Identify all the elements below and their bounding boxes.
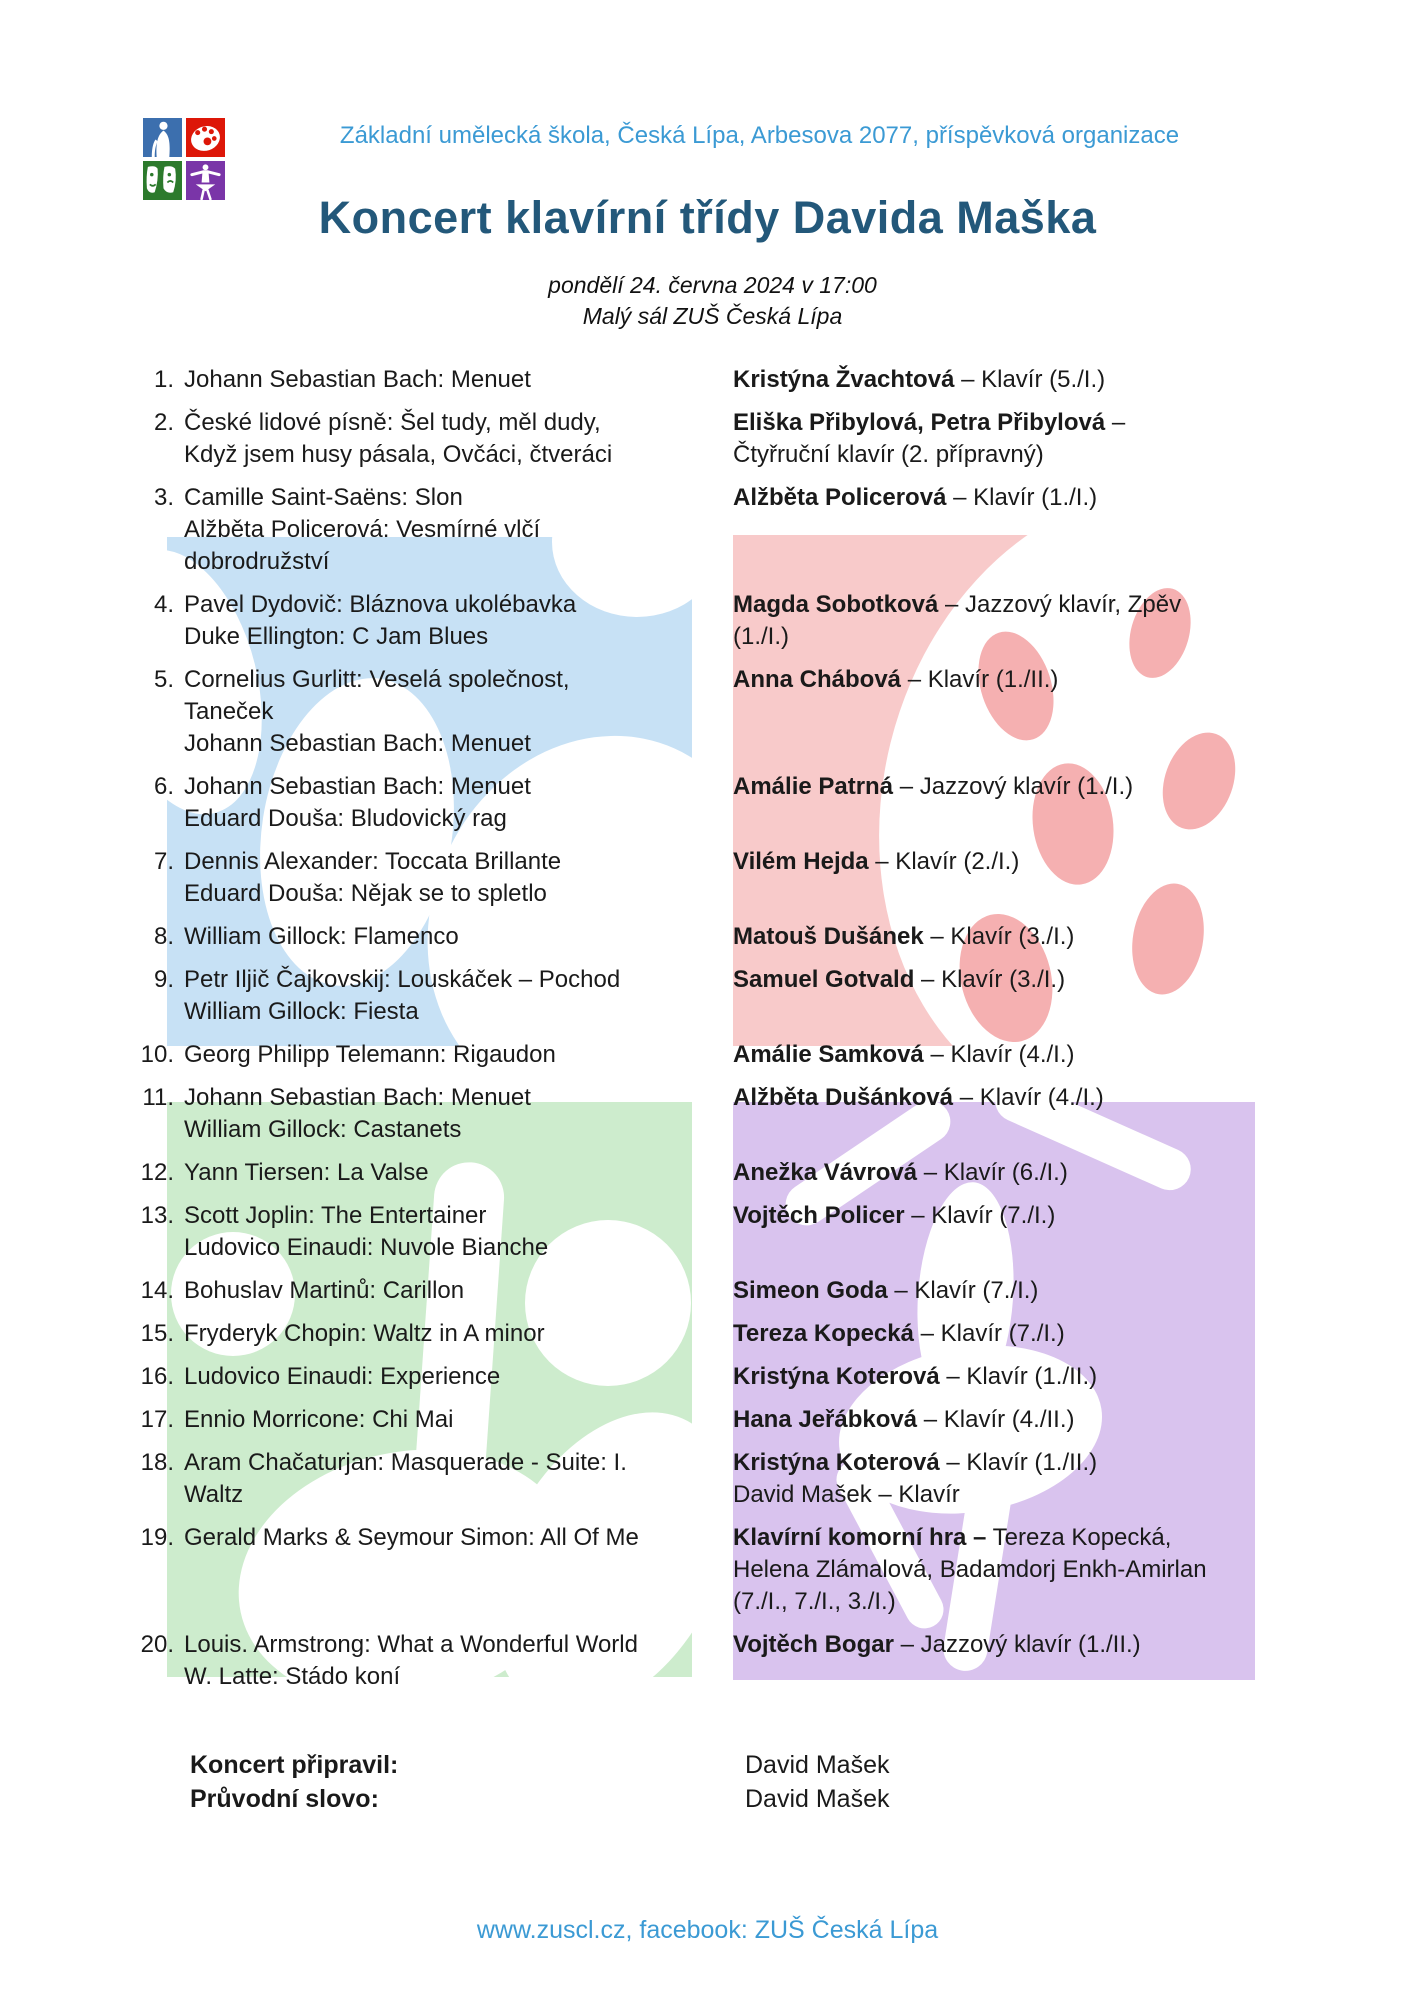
performer-detail: – Klavír (3./I.): [914, 966, 1066, 993]
performer-detail: – Klavír (4./II.): [917, 1406, 1075, 1433]
performer-detail: – Klavír (7./I.): [887, 1277, 1039, 1304]
piece-line: Fryderyk Chopin: Waltz in A minor: [184, 1320, 545, 1347]
program-item-performer: [733, 1082, 1225, 1114]
program-item-performer: [733, 1200, 1225, 1232]
performer-name: Anna Chábová: [733, 666, 902, 693]
program-item: [140, 664, 1270, 760]
program-item-pieces: [184, 1361, 724, 1393]
program-item: [140, 1404, 1270, 1436]
performer-main-line: [733, 1275, 1225, 1307]
piece-line: Eduard Douša: Bludovický rag: [184, 805, 507, 832]
page-title: Koncert klavírní třídy Davida Maška: [318, 192, 1097, 243]
program-item-number: 14.: [140, 1277, 174, 1304]
program-item-pieces: [184, 1039, 724, 1071]
performer-name: Vilém Hejda: [733, 848, 869, 875]
performer-main-line: [733, 1082, 1225, 1114]
performer-name: Amálie Patrná: [733, 773, 894, 800]
performer-main-line: [733, 1157, 1225, 1189]
performer-detail: – Klavír (5./I.): [954, 366, 1106, 393]
program-item-number: 6.: [153, 773, 174, 800]
program-item-performer: [733, 1039, 1225, 1071]
program-item-number: 1.: [153, 366, 174, 393]
performer-name: Alžběta Dušánková: [733, 1084, 954, 1111]
credit-row: [190, 1782, 890, 1816]
performer-detail: – Jazzový klavír (1./II.): [893, 1631, 1141, 1658]
performer-detail: – Jazzový klavír (1./I.): [893, 773, 1134, 800]
performer-name: Vojtěch Bogar: [733, 1631, 894, 1658]
program-item-pieces: [184, 664, 724, 760]
performer-main-line: [733, 846, 1225, 878]
performer-main-line: [733, 482, 1225, 514]
event-datetime-venue: [0, 270, 1415, 332]
performer-name: Magda Sobotková: [733, 591, 939, 618]
performer-name: Kristýna Žvachtová: [733, 366, 955, 393]
program-item-number: 20.: [140, 1631, 174, 1658]
performer-detail: – Klavír (1./II.): [901, 666, 1059, 693]
program-item: [140, 964, 1270, 1028]
performer-detail: Tereza Kopecká, Helena Zlámalová, Badamdorj Enkh-Amirlan (7./I., 7./I., 3./I.): [733, 1524, 1207, 1615]
performer-detail: – Klavír (6./I.): [917, 1159, 1068, 1186]
program-item-performer: [733, 664, 1225, 696]
piece-line: Camille Saint-Saëns: Slon: [184, 484, 463, 511]
piece-line: W. Latte: Stádo koní: [184, 1663, 401, 1690]
program-item: [140, 364, 1270, 396]
school-name-line: Základní umělecká škola, Česká Lípa, Arbesova 2077, příspěvková organizace: [339, 122, 1180, 149]
program-item-pieces: [184, 964, 724, 1028]
performer-detail: – Klavír (7./I.): [904, 1202, 1056, 1229]
narration-label: Průvodní slovo:: [190, 1785, 379, 1813]
performer-name: Klavírní komorní hra –: [733, 1524, 987, 1551]
program-item-performer: [733, 364, 1225, 396]
program-item-number: 19.: [140, 1524, 174, 1551]
performer-name: Tereza Kopecká: [733, 1320, 914, 1347]
program-item: [140, 1275, 1270, 1307]
program-item-number: 5.: [153, 666, 174, 693]
piece-line: Pavel Dydovič: Bláznova ukolébavka: [184, 591, 577, 618]
program-item: [140, 407, 1270, 471]
piece-line: Petr Iljič Čajkovskij: Louskáček – Pochod: [184, 966, 621, 993]
piece-line: William Gillock: Flamenco: [184, 923, 459, 950]
program-item-pieces: [184, 846, 724, 910]
piece-line: Ludovico Einaudi: Experience: [184, 1363, 501, 1390]
piece-line: William Gillock: Castanets: [184, 1116, 462, 1143]
performer-detail: – Klavír (1./II.): [939, 1449, 1098, 1476]
program-item-number: 2.: [153, 409, 174, 436]
performer-main-line: [733, 1522, 1225, 1618]
program-item: [140, 1629, 1270, 1693]
performer-detail: – Čtyřruční klavír (2. přípravný): [733, 409, 1126, 468]
program-item: [140, 1447, 1270, 1511]
program-item-performer: [733, 1447, 1225, 1511]
program-item-performer: [733, 921, 1225, 953]
program-item-number: 17.: [140, 1406, 174, 1433]
piece-line: Gerald Marks & Seymour Simon: All Of Me: [184, 1524, 639, 1551]
program-item-performer: [733, 407, 1225, 471]
performer-name: Kristýna Koterová: [733, 1449, 940, 1476]
program-item-pieces: [184, 1200, 724, 1264]
program-item-number: 12.: [140, 1159, 174, 1186]
program-item-pieces: [184, 771, 724, 835]
piece-line: Aram Chačaturjan: Masquerade - Suite: I.: [184, 1449, 627, 1476]
event-venue-line: Malý sál ZUŠ Česká Lípa: [582, 303, 843, 329]
program-item-performer: [733, 1318, 1225, 1350]
program-item: [140, 921, 1270, 953]
program-item: [140, 589, 1270, 653]
program-item-number: 4.: [153, 591, 174, 618]
program-item-number: 7.: [153, 848, 174, 875]
credit-row: [190, 1748, 890, 1782]
program-item: [140, 1039, 1270, 1071]
performer-main-line: [733, 364, 1225, 396]
performer-name: Anežka Vávrová: [733, 1159, 918, 1186]
program-item-pieces: [184, 1157, 724, 1189]
program-list: [140, 364, 1270, 1704]
performer-main-line: [733, 921, 1225, 953]
performer-main-line: [733, 1361, 1225, 1393]
performer-detail: – Klavír (7./I.): [913, 1320, 1065, 1347]
piece-line: Scott Joplin: The Entertainer: [184, 1202, 487, 1229]
performer-detail: – Klavír (2./I.): [868, 848, 1020, 875]
piece-line: Bohuslav Martinů: Carillon: [184, 1277, 465, 1304]
program-item: [140, 1361, 1270, 1393]
performer-detail: – Klavír (3./I.): [923, 923, 1075, 950]
program-item-pieces: [184, 1522, 724, 1554]
performer-main-line: [733, 1039, 1225, 1071]
piece-line: William Gillock: Fiesta: [184, 998, 419, 1025]
prepared-by-label: Koncert připravil:: [190, 1751, 399, 1779]
program-item-number: 18.: [140, 1449, 174, 1476]
program-item-pieces: [184, 1318, 724, 1350]
performer-name: Vojtěch Policer: [733, 1202, 905, 1229]
piece-line: Cornelius Gurlitt: Veselá společnost,: [184, 666, 570, 693]
piece-line: dobrodružství: [184, 548, 330, 575]
program-item-number: 9.: [153, 966, 174, 993]
program-item: [140, 482, 1270, 578]
program-item-number: 11.: [142, 1084, 174, 1111]
program-item-number: 15.: [140, 1320, 174, 1347]
program-item: [140, 1522, 1270, 1618]
program-item-pieces: [184, 364, 724, 396]
performer-main-line: [733, 407, 1225, 471]
program-item-number: 16.: [140, 1363, 174, 1390]
program-item-performer: [733, 1629, 1225, 1661]
performer-main-line: [733, 589, 1225, 653]
performer-main-line: [733, 771, 1225, 803]
performer-main-line: [733, 664, 1225, 696]
performer-main-line: [733, 1629, 1225, 1661]
program-item-performer: [733, 846, 1225, 878]
program-item-pieces: [184, 1082, 724, 1146]
piece-line: Ludovico Einaudi: Nuvole Bianche: [184, 1234, 549, 1261]
piece-line: Ennio Morricone: Chi Mai: [184, 1406, 454, 1433]
performer-name: Amálie Samková: [733, 1041, 924, 1068]
program-item-performer: [733, 771, 1225, 803]
piece-line: Louis. Armstrong: What a Wonderful World: [184, 1631, 638, 1658]
piece-line: Johann Sebastian Bach: Menuet: [184, 730, 531, 757]
piece-line: Duke Ellington: C Jam Blues: [184, 623, 489, 650]
program-item-pieces: [184, 1275, 724, 1307]
piece-line: Yann Tiersen: La Valse: [184, 1159, 429, 1186]
performer-name: Samuel Gotvald: [733, 966, 915, 993]
performer-name: Alžběta Policerová: [733, 484, 947, 511]
piece-line: Johann Sebastian Bach: Menuet: [184, 366, 531, 393]
piece-line: Waltz: [184, 1481, 244, 1508]
performer-detail: – Klavír (4./I.): [923, 1041, 1075, 1068]
program-item-performer: [733, 964, 1225, 996]
narration-value: David Mašek: [745, 1785, 890, 1813]
performer-name: Hana Jeřábková: [733, 1406, 918, 1433]
prepared-by-value: David Mašek: [745, 1751, 890, 1779]
program-item-performer: [733, 482, 1225, 514]
program-item-number: 3.: [153, 484, 174, 511]
program-item: [140, 846, 1270, 910]
program-item-pieces: [184, 921, 724, 953]
performer-detail: – Klavír (1./I.): [946, 484, 1098, 511]
program-item-number: 10.: [140, 1041, 174, 1068]
program-item-performer: [733, 1404, 1225, 1436]
program-item: [140, 1200, 1270, 1264]
program-item-performer: [733, 1275, 1225, 1307]
performer-extra-line: David Mašek – Klavír: [733, 1481, 960, 1508]
performer-detail: – Klavír (4./I.): [953, 1084, 1104, 1111]
piece-line: Johann Sebastian Bach: Menuet: [184, 1084, 531, 1111]
performer-main-line: [733, 1200, 1225, 1232]
program-item-pieces: [184, 1629, 724, 1693]
program-item-number: 8.: [153, 923, 174, 950]
performer-name: Kristýna Koterová: [733, 1363, 940, 1390]
piece-line: Dennis Alexander: Toccata Brillante: [184, 848, 562, 875]
program-item-pieces: [184, 589, 724, 653]
program-item: [140, 771, 1270, 835]
event-date-line: pondělí 24. června 2024 v 17:00: [548, 272, 877, 298]
program-item-performer: [733, 1157, 1225, 1189]
program-item-pieces: [184, 482, 724, 578]
program-item: [140, 1082, 1270, 1146]
program-item-performer: [733, 589, 1225, 653]
piece-line: Georg Philipp Telemann: Rigaudon: [184, 1041, 556, 1068]
piece-line: Taneček: [184, 698, 274, 725]
program-item-performer: [733, 1361, 1225, 1393]
website-line: www.zuscl.cz, facebook: ZUŠ Česká Lípa: [476, 1916, 939, 1944]
performer-main-line: [733, 1447, 1225, 1479]
performer-name: Matouš Dušánek: [733, 923, 924, 950]
performer-detail: – Jazzový klavír, Zpěv (1./I.): [733, 591, 1182, 650]
piece-line: Eduard Douša: Nějak se to spletlo: [184, 880, 547, 907]
program-item: [140, 1318, 1270, 1350]
piece-line: Johann Sebastian Bach: Menuet: [184, 773, 531, 800]
program-item: [140, 1157, 1270, 1189]
performer-name: Eliška Přibylová, Petra Přibylová: [733, 409, 1106, 436]
program-item-number: 13.: [140, 1202, 174, 1229]
program-item-pieces: [184, 407, 724, 471]
performer-main-line: [733, 964, 1225, 996]
program-item-performer: [733, 1522, 1225, 1618]
program-item-pieces: [184, 1447, 724, 1511]
performer-detail: – Klavír (1./II.): [939, 1363, 1098, 1390]
credits-block: [190, 1748, 890, 1816]
performer-main-line: [733, 1318, 1225, 1350]
performer-name: Simeon Goda: [733, 1277, 888, 1304]
piece-line: Alžběta Policerová: Vesmírné vlčí: [184, 516, 541, 543]
piece-line: Když jsem husy pásala, Ovčáci, čtveráci: [184, 441, 613, 468]
performer-main-line: [733, 1404, 1225, 1436]
program-item-pieces: [184, 1404, 724, 1436]
piece-line: České lidové písně: Šel tudy, měl dudy,: [184, 409, 601, 436]
